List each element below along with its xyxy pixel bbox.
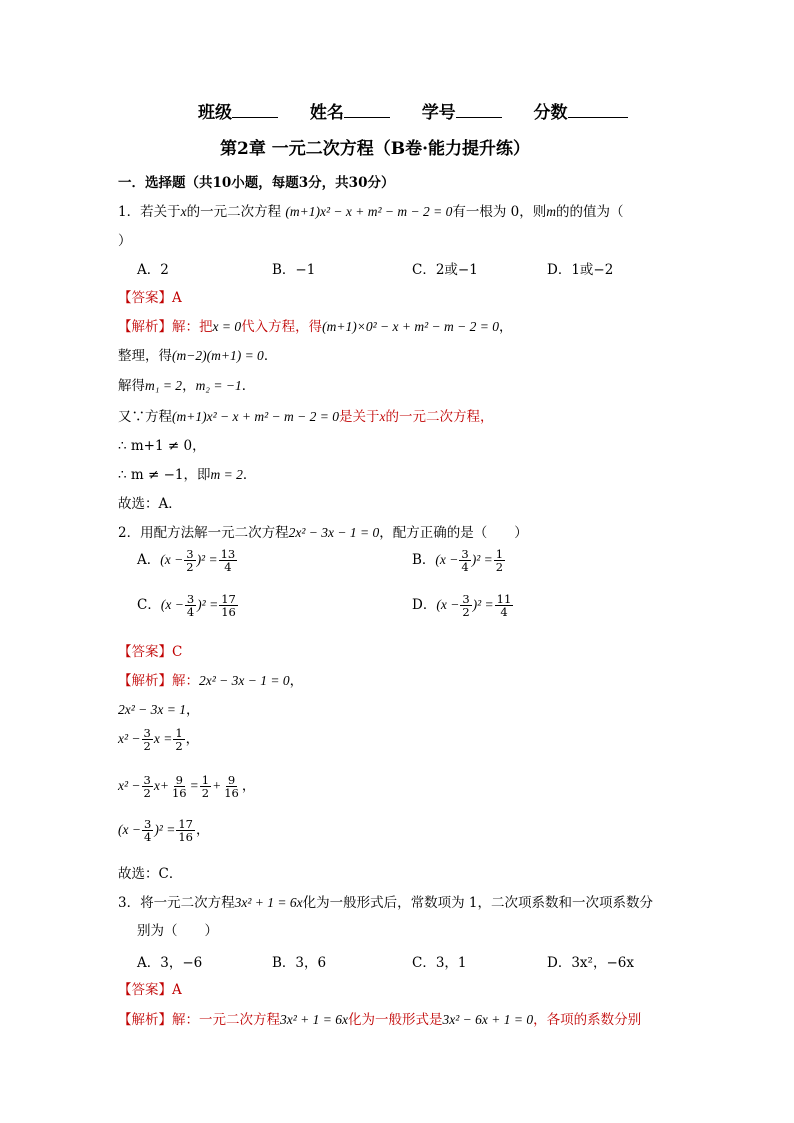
score-blank[interactable]	[568, 103, 628, 118]
q1-analysis-2: 整理，得(m−2)(m+1) = 0．	[118, 348, 278, 364]
q1-analysis-4: 又∵方程(m+1)x² − x + m² − m − 2 = 0是关于x的一元二次方程，	[118, 409, 494, 425]
name-blank[interactable]	[344, 103, 390, 118]
q1-analysis-1: 【解析】解：把x = 0代入方程，得(m+1)×0² − x + m² − m − 2 = 0，	[118, 319, 513, 335]
section-title: 一．选择题（共10小题，每题3分，共30分）	[118, 175, 395, 191]
q2-analysis-4: x² − $\frac{3}{2}$ x+ $\frac{9}{16}$ = $\frac{1}{2}$ + $\frac{9}{16}$ ，	[118, 773, 256, 800]
q2-answer: 【答案】C	[118, 644, 183, 660]
q1-stem-close: ）	[118, 233, 132, 249]
score-label: 分数	[533, 103, 568, 123]
q2-stem: 2．用配方法解一元二次方程2x² − 3x − 1 = 0，配方正确的是（ ）	[118, 525, 528, 541]
q3-option-d[interactable]: D．3x²，−6x	[547, 955, 634, 971]
q3-option-a[interactable]: A．3，−6	[137, 955, 203, 971]
q2-analysis-3: x² − $\frac{3}{2}$ x = $\frac{1}{2}$ ，	[118, 726, 200, 753]
q1-conclusion: 故选：A．	[118, 496, 182, 512]
q2-option-c[interactable]: C．(x − $\frac{3}{4}$ )² = $\frac{17}{16}$	[137, 592, 236, 619]
name-label: 姓名	[309, 103, 344, 123]
q2-option-d[interactable]: D．(x − $\frac{3}{2}$ )² = $\frac{11}{4}$	[412, 592, 512, 619]
q1-stem: 1．若关于x的一元二次方程 (m+1)x² − x + m² − m − 2 = 0有一根为 0，则m的的值为（	[118, 204, 624, 220]
q2-analysis-1: 【解析】解：2x² − 3x − 1 = 0，	[118, 673, 304, 689]
class-label: 班级	[198, 103, 232, 123]
q1-analysis-3: 解得m₁ = 2，m₂ = −1．	[118, 378, 256, 394]
q1-option-a[interactable]: A．2	[137, 262, 169, 278]
q1-analysis-6: ∴ m ≠ −1，即m = 2．	[118, 467, 257, 483]
q3-stem-cont: 别为（ ）	[137, 923, 218, 939]
q1-option-b[interactable]: B．−1	[272, 262, 316, 278]
q1-answer: 【答案】A	[118, 290, 182, 306]
q3-option-b[interactable]: B．3，6	[272, 955, 327, 971]
q2-conclusion: 故选：C．	[118, 866, 183, 882]
q2-option-a[interactable]: A．(x − $\frac{3}{2}$ )² = $\frac{13}{4}$	[137, 547, 236, 574]
student-id-blank[interactable]	[456, 103, 502, 118]
document-title: 第2章 一元二次方程（B卷·能力提升练）	[220, 139, 531, 159]
q3-option-c[interactable]: C．3，1	[412, 955, 467, 971]
class-blank[interactable]	[232, 103, 278, 118]
q3-answer: 【答案】A	[118, 982, 182, 998]
header-fields	[198, 98, 628, 123]
q1-option-c[interactable]: C．2或−1	[412, 262, 478, 278]
q3-stem: 3．将一元二次方程3x² + 1 = 6x化为一般形式后，常数项为 1，二次项系数和一次项系数分	[118, 895, 653, 911]
q3-analysis-1: 【解析】解：一元二次方程3x² + 1 = 6x化为一般形式是3x² − 6x + 1 = 0，各项的系数分别	[118, 1012, 642, 1028]
q2-option-b[interactable]: B．(x − $\frac{3}{4}$ )² = $\frac{1}{2}$	[412, 547, 504, 574]
q1-analysis-5: ∴ m+1 ≠ 0，	[118, 438, 206, 454]
student-id-label: 学号	[421, 103, 456, 123]
q2-analysis-2: 2x² − 3x = 1，	[118, 702, 200, 718]
q2-analysis-5: (x − $\frac{3}{4}$ )² = $\frac{17}{16}$ ，	[118, 817, 210, 844]
q1-option-d[interactable]: D．1或−2	[547, 262, 614, 278]
